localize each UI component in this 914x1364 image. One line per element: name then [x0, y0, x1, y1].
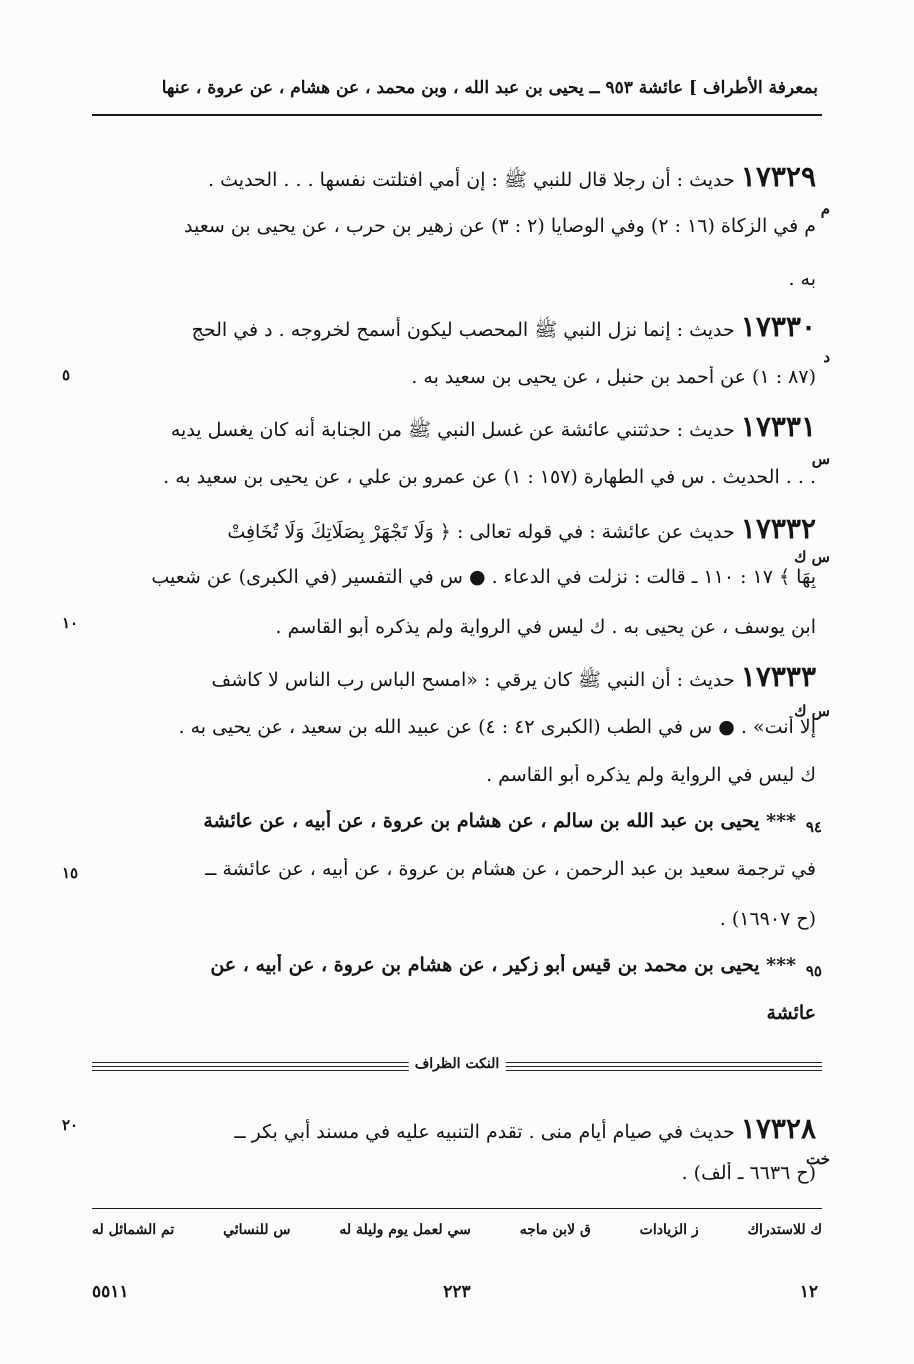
footer-right-number: ١٢: [799, 1282, 818, 1302]
hadith-source-line: إلا أنت» . ● س في الطب (الكبرى ٤٢ : ٤) عن عبيد الله بن سعيد ، عن يحيى به .: [178, 716, 816, 738]
legend-item: ز الزيادات: [639, 1222, 699, 1238]
hadith-number: ١٧٣٣٣: [740, 660, 816, 693]
nukat-divider: [92, 1056, 822, 1078]
running-header: بمعرفة الأطراف ] عائشة ٩٥٣ ــ يحيى بن عبد الله ، وبن محمد ، عن هشام ، عن عروة ، عنها: [161, 78, 818, 98]
hadith-entry-17329: [98, 160, 816, 196]
section-note: (ح ١٦٩٠٧) .: [719, 908, 816, 930]
legend-item: تم الشمائل له: [92, 1222, 175, 1238]
section-number: ٩٤: [805, 818, 822, 836]
hadith-source-line: ك ليس في الرواية ولم يذكره أبو القاسم .: [486, 764, 816, 786]
divider-label: النكت الظراف: [409, 1056, 506, 1072]
hadith-source-line: م في الزكاة (١٦ : ٢) وفي الوصايا (٢ : ٣) عن زهير بن حرب ، عن يحيى بن سعيد: [184, 215, 816, 237]
header-rule: [92, 114, 822, 116]
legend-item: س للنسائي: [223, 1222, 291, 1238]
footer-rule: [92, 1208, 822, 1209]
margin-siglum: س: [811, 450, 830, 468]
footer-left-number: ٥٥١١: [92, 1282, 129, 1302]
hadith-number: ١٧٣٣١: [740, 410, 816, 443]
legend-item: سي لعمل يوم وليلة له: [339, 1222, 471, 1238]
hadith-number: ١٧٣٣٠: [740, 310, 816, 343]
nukat-entry-17328: [98, 1112, 816, 1145]
hadith-entry-17331: [98, 410, 816, 446]
line-number: ٢٠: [62, 1116, 79, 1134]
legend-item: ق لابن ماجه: [519, 1222, 591, 1238]
hadith-entry-17333: [98, 660, 816, 696]
margin-siglum: م: [820, 200, 830, 218]
hadith-source-line: به .: [788, 268, 816, 290]
line-number: ١٠: [62, 614, 79, 632]
nukat-source-line: (ح ٦٦٣٦ ـ ألف) .: [681, 1162, 816, 1184]
page-number: ٢٢٣: [443, 1282, 471, 1302]
margin-siglum: خت: [805, 1150, 830, 1168]
margin-siglum: س ك: [794, 702, 830, 720]
line-number: ١٥: [62, 864, 79, 882]
hadith-number: ١٧٣٣٢: [740, 512, 816, 545]
hadith-source-line: بِهَا ﴾ ١٧ : ١١٠ ـ قالت : نزلت في الدعاء . ● س في التفسير (في الكبرى) عن شعيب: [151, 566, 816, 588]
hadith-number: ١٧٣٢٨: [740, 1112, 816, 1145]
margin-siglum: د: [823, 348, 830, 366]
nukat-text: حديث في صيام أيام منى . تقدم التنبيه عليه في مسند أبي بكر ــ: [234, 1121, 735, 1143]
hadith-entry-17332: [98, 512, 816, 545]
line-number: ٥: [62, 366, 71, 384]
hadith-entry-17330: [98, 310, 816, 346]
section-number: ٩٥: [805, 962, 822, 980]
hadith-source-line: . . . الحديث . س في الطهارة (١٥٧ : ١) عن عمرو بن علي ، عن يحيى بن سعيد به .: [163, 466, 816, 488]
margin-siglum: س ك: [794, 548, 830, 566]
hadith-text: حديث عن عائشة : في قوله تعالى : ﴿ وَلَا تَجْهَرْ بِصَلَاتِكَ وَلَا تُخَافِتْ: [227, 521, 735, 543]
hadith-text: حديث : حدثتني عائشة عن غسل النبي ﷺ من الجنابة أنه كان يغسل يديه: [170, 419, 735, 441]
sigla-legend: [92, 1222, 822, 1238]
hadith-text: حديث : إنما نزل النبي ﷺ المحصب ليكون أسمح لخروجه . د في الحج: [191, 319, 735, 341]
hadith-source-line: (٨٧ : ١) عن أحمد بن حنبل ، عن يحيى بن سعيد به .: [411, 366, 816, 388]
legend-item: ك للاستدراك: [747, 1222, 822, 1238]
hadith-text: حديث : أن النبي ﷺ كان يرقي : «امسح الباس رب الناس لا كاشف: [211, 669, 735, 691]
section-heading: *** يحيى بن محمد بن قيس أبو زكير ، عن هشام بن عروة ، عن أبيه ، عن: [210, 954, 796, 976]
section-note: في ترجمة سعيد بن عبد الرحمن ، عن هشام بن عروة ، عن أبيه ، عن عائشة ــ: [205, 858, 816, 880]
hadith-text: حديث : أن رجلا قال للنبي ﷺ : إن أمي افتلتت نفسها . . . الحديث .: [208, 169, 735, 191]
section-heading-cont: عائشة: [766, 1002, 816, 1024]
section-heading: *** يحيى بن عبد الله بن سالم ، عن هشام بن عروة ، عن أبيه ، عن عائشة: [203, 810, 796, 832]
hadith-number: ١٧٣٢٩: [740, 160, 816, 193]
hadith-source-line: ابن يوسف ، عن يحيى به . ك ليس في الرواية ولم يذكره أبو القاسم .: [275, 616, 816, 638]
